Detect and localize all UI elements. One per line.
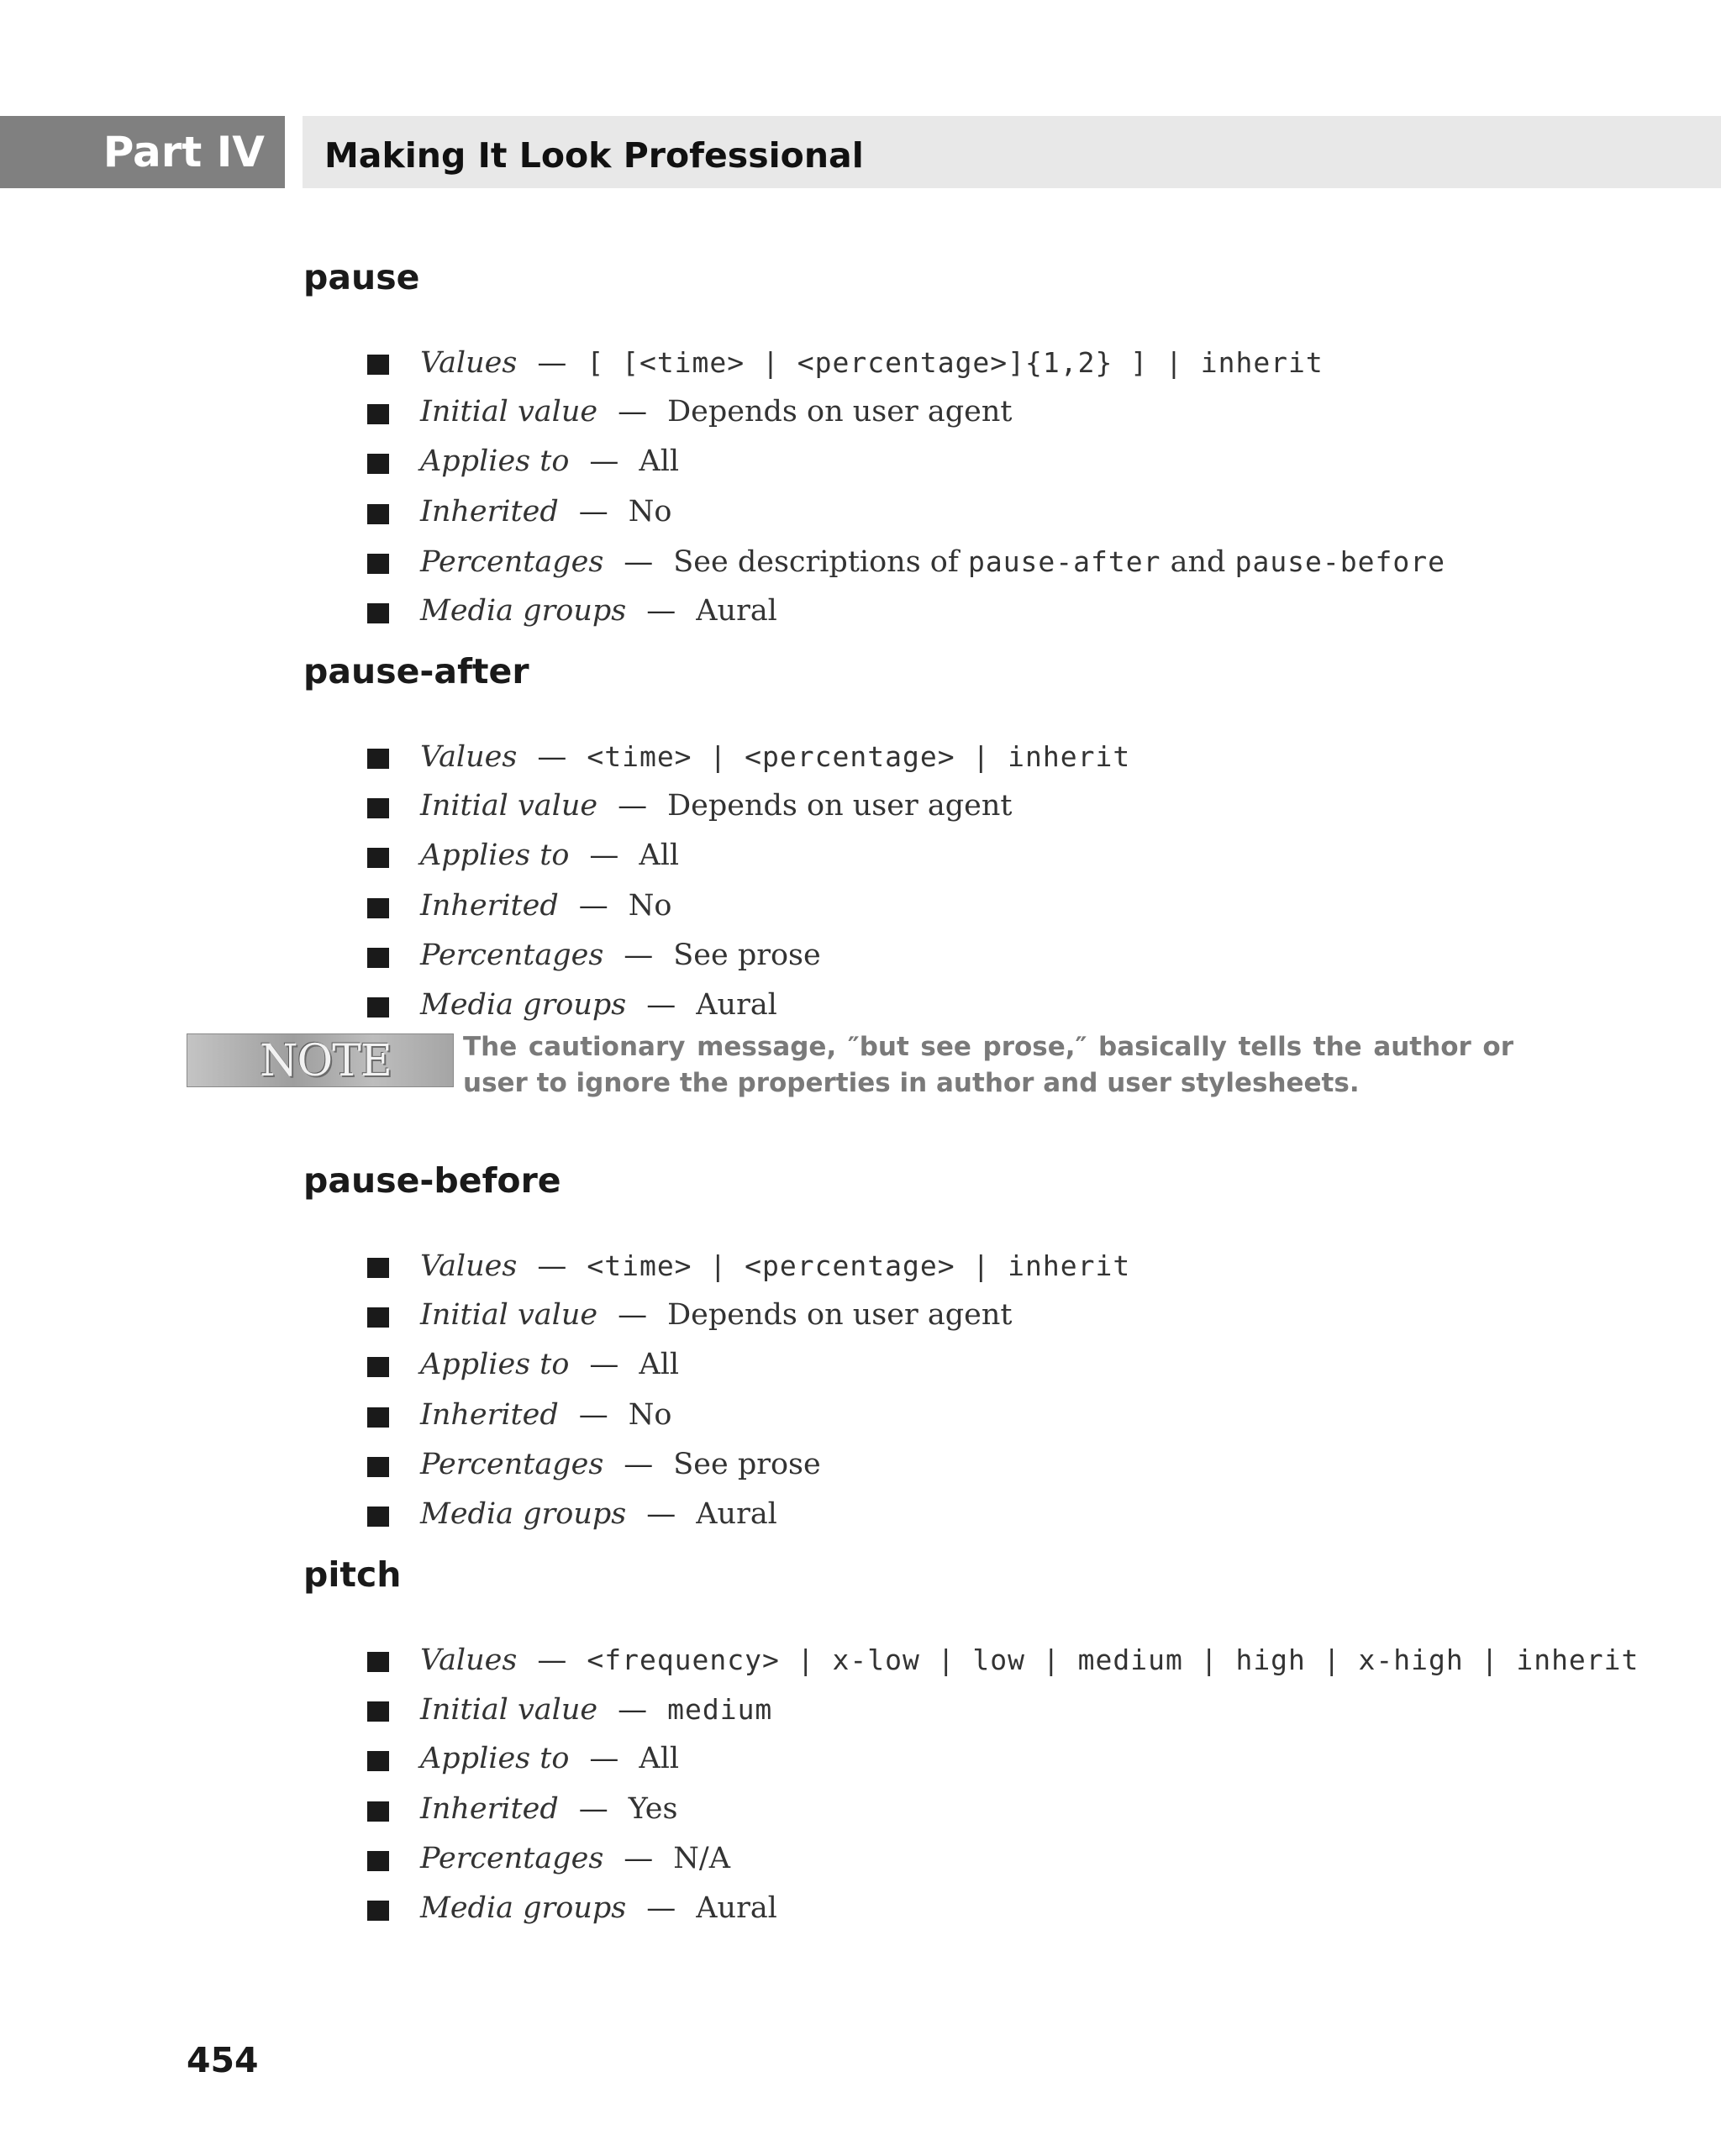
item-value: Aural xyxy=(696,987,777,1022)
square-bullet-icon xyxy=(367,1701,389,1722)
list-item-inherited: Inherited — Yes xyxy=(303,1785,1648,1834)
section-pause-after xyxy=(303,646,1648,1022)
item-value: All xyxy=(639,1348,680,1382)
item-label: Initial value xyxy=(420,1298,598,1333)
list-item-initial-value: Initial value — Depends on user agent xyxy=(303,1291,1648,1340)
square-bullet-icon xyxy=(367,1407,389,1428)
section-pitch xyxy=(303,1549,1648,1925)
square-bullet-icon xyxy=(367,749,389,769)
page-number: 454 xyxy=(187,2040,259,2080)
code-pause-before: pause-before xyxy=(1234,544,1445,578)
item-label: Values xyxy=(420,1643,518,1677)
list-item-values: Values — [ [<time> | <percentage>]{1,2} ] | inherit xyxy=(303,338,1648,387)
square-bullet-icon xyxy=(367,1258,389,1278)
list-item-media-groups: Media groups — Aural xyxy=(303,981,1648,1030)
list-item-applies-to: Applies to — All xyxy=(303,1734,1648,1784)
note-badge xyxy=(187,1033,454,1087)
square-bullet-icon xyxy=(367,948,389,968)
list-item-values: Values — <time> | <percentage> | inherit xyxy=(303,1241,1648,1291)
square-bullet-icon xyxy=(367,848,389,868)
square-bullet-icon xyxy=(367,1307,389,1328)
list-item-percentages: Percentages — N/A xyxy=(303,1834,1648,1884)
part-label: Part IV xyxy=(0,116,285,188)
item-value: Aural xyxy=(696,593,777,628)
item-value: medium xyxy=(667,1693,773,1727)
square-bullet-icon xyxy=(367,997,389,1018)
section-heading: pitch xyxy=(303,1554,402,1595)
item-value: <time> | <percentage> | inherit xyxy=(587,1249,1131,1282)
item-label: Media groups xyxy=(420,593,627,628)
section-pause xyxy=(303,252,1648,628)
section-heading: pause-after xyxy=(303,651,529,691)
item-label: Applies to xyxy=(420,1742,570,1776)
list-item-inherited: Inherited — No xyxy=(303,1391,1648,1440)
item-label: Media groups xyxy=(420,987,627,1022)
item-value: Depends on user agent xyxy=(667,789,1013,823)
item-value-prefix: See descriptions of xyxy=(673,544,968,579)
square-bullet-icon xyxy=(367,1357,389,1377)
item-value: See prose xyxy=(673,938,821,972)
item-value: <time> | <percentage> | inherit xyxy=(587,740,1131,773)
list-item-media-groups: Media groups — Aural xyxy=(303,1490,1648,1539)
list-item-percentages: Percentages — See descriptions of pause-after and pause-before xyxy=(303,537,1648,586)
list-item-initial-value: Initial value — Depends on user agent xyxy=(303,387,1648,437)
property-list xyxy=(303,732,1648,1030)
item-value: No xyxy=(628,1397,672,1432)
item-label: Inherited xyxy=(420,494,559,528)
page-header xyxy=(0,116,1721,188)
item-value: All xyxy=(639,444,680,479)
list-item-values: Values — <time> | <percentage> | inherit xyxy=(303,732,1648,781)
item-value: Depends on user agent xyxy=(667,1298,1013,1333)
square-bullet-icon xyxy=(367,898,389,918)
list-item-applies-to: Applies to — All xyxy=(303,1340,1648,1390)
item-label: Media groups xyxy=(420,1890,627,1925)
item-value: All xyxy=(639,839,680,873)
item-label: Values xyxy=(420,346,518,380)
section-heading: pause xyxy=(303,257,420,297)
item-value: See prose xyxy=(673,1447,821,1481)
square-bullet-icon xyxy=(367,554,389,574)
square-bullet-icon xyxy=(367,454,389,474)
list-item-inherited: Inherited — No xyxy=(303,487,1648,537)
list-item-percentages: Percentages — See prose xyxy=(303,1440,1648,1490)
list-item-initial-value: Initial value — Depends on user agent xyxy=(303,781,1648,831)
note-badge-label: NOTE xyxy=(260,1036,392,1086)
square-bullet-icon xyxy=(367,1751,389,1771)
code-pause-after: pause-after xyxy=(967,544,1161,578)
square-bullet-icon xyxy=(367,355,389,375)
item-value-mid: and xyxy=(1160,544,1235,579)
list-item-percentages: Percentages — See prose xyxy=(303,931,1648,981)
item-value: Depends on user agent xyxy=(667,395,1013,429)
item-label: Initial value xyxy=(420,395,598,429)
list-item-applies-to: Applies to — All xyxy=(303,831,1648,881)
property-list xyxy=(303,1635,1648,1933)
list-item-media-groups: Media groups — Aural xyxy=(303,1884,1648,1933)
item-label: Values xyxy=(420,1249,518,1283)
item-label: Percentages xyxy=(420,938,604,972)
square-bullet-icon xyxy=(367,603,389,623)
item-label: Percentages xyxy=(420,544,604,579)
item-value: Yes xyxy=(628,1791,678,1826)
item-label: Percentages xyxy=(420,1841,604,1875)
chapter-title: Making It Look Professional xyxy=(303,116,1721,188)
item-label: Initial value xyxy=(420,789,598,823)
list-item-applies-to: Applies to — All xyxy=(303,437,1648,486)
square-bullet-icon xyxy=(367,798,389,818)
item-label: Inherited xyxy=(420,1791,559,1826)
item-label: Inherited xyxy=(420,1397,559,1432)
item-label: Values xyxy=(420,740,518,774)
list-item-inherited: Inherited — No xyxy=(303,881,1648,931)
item-value: All xyxy=(639,1742,680,1776)
square-bullet-icon xyxy=(367,1457,389,1477)
item-label: Percentages xyxy=(420,1447,604,1481)
item-value: N/A xyxy=(673,1841,730,1875)
square-bullet-icon xyxy=(367,1507,389,1527)
square-bullet-icon xyxy=(367,1652,389,1672)
item-label: Applies to xyxy=(420,839,570,873)
list-item-values: Values — <frequency> | x-low | low | medium | high | x-high | inherit xyxy=(303,1635,1648,1685)
square-bullet-icon xyxy=(367,1851,389,1871)
item-label: Media groups xyxy=(420,1496,627,1531)
square-bullet-icon xyxy=(367,504,389,524)
square-bullet-icon xyxy=(367,404,389,424)
item-label: Initial value xyxy=(420,1693,598,1727)
section-heading: pause-before xyxy=(303,1160,561,1201)
item-value: Aural xyxy=(696,1890,777,1925)
list-item-initial-value: Initial value — medium xyxy=(303,1685,1648,1734)
item-label: Applies to xyxy=(420,1348,570,1382)
square-bullet-icon xyxy=(367,1801,389,1822)
item-label: Inherited xyxy=(420,888,559,923)
square-bullet-icon xyxy=(367,1901,389,1921)
item-value: No xyxy=(628,888,672,923)
note-text: The cautionary message, ″but see prose,″ basically tells the author or user to ignore the properties in author and user stylesheets. xyxy=(463,1032,1513,1098)
item-value: [ [<time> | <percentage>]{1,2} ] | inherit xyxy=(587,346,1324,379)
item-value: <frequency> | x-low | low | medium | high | x-high | inherit xyxy=(587,1643,1639,1676)
list-item-media-groups: Media groups — Aural xyxy=(303,586,1648,636)
property-list xyxy=(303,1241,1648,1539)
property-list xyxy=(303,338,1648,636)
item-label: Applies to xyxy=(420,444,570,479)
item-value: Aural xyxy=(696,1496,777,1531)
item-value: No xyxy=(628,494,672,528)
section-pause-before xyxy=(303,1155,1648,1531)
